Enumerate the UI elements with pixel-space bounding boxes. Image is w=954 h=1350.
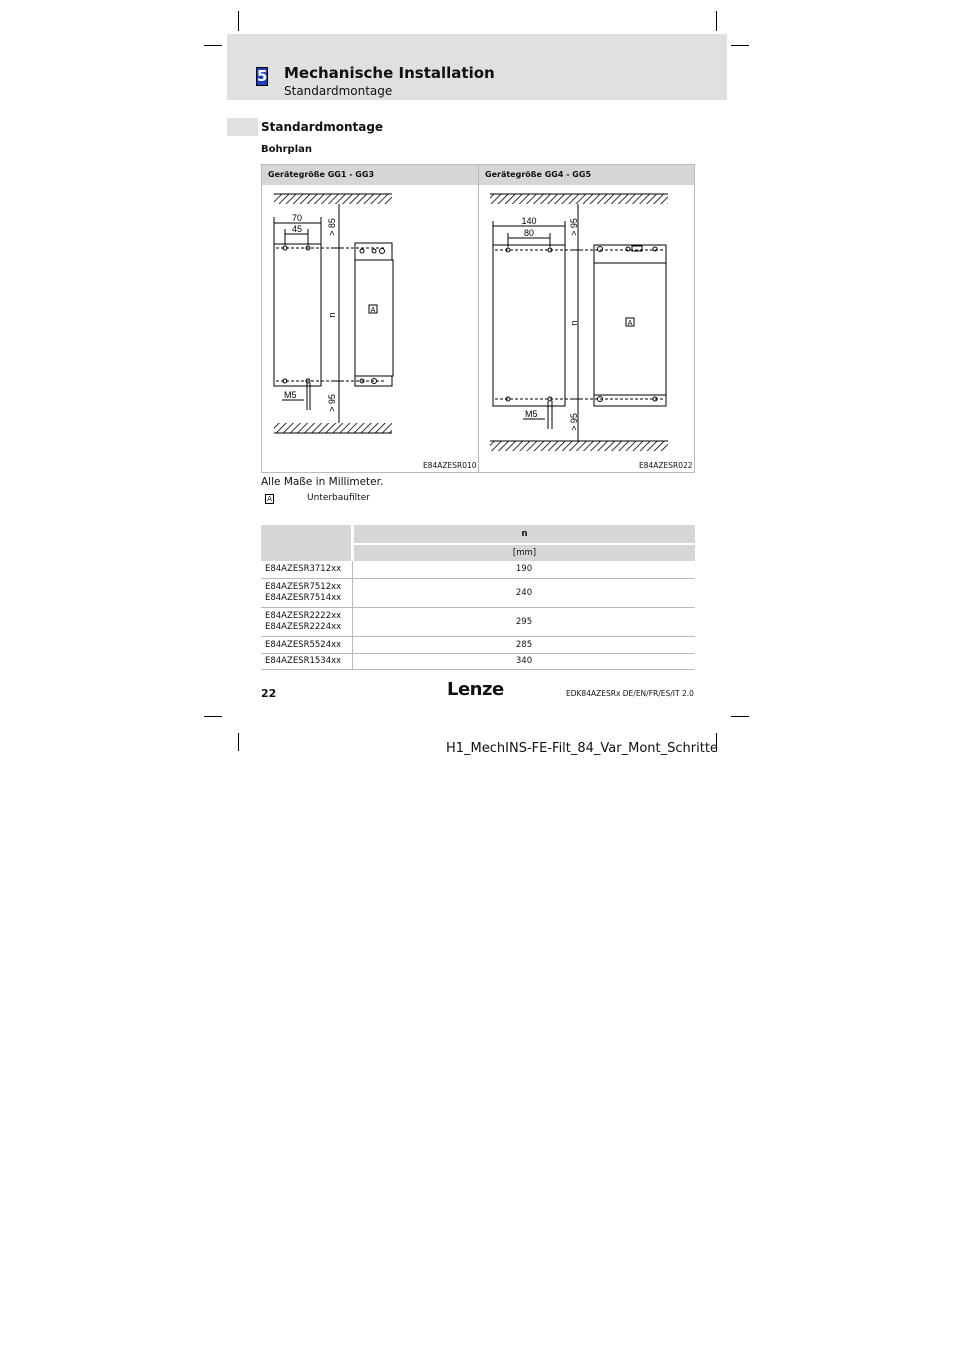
row-value: 190 [515,564,533,575]
row-value: 340 [515,656,533,666]
row-model: E84AZESR1534xx [261,653,353,669]
table-row [261,636,695,653]
table-row [261,607,695,636]
dim-m5: M5 [284,390,297,400]
dimension-table [261,525,695,670]
row-model: E84AZESR5524xx [261,636,353,653]
crop-mark [204,45,222,46]
dim-top-gap: > 85 [327,218,337,236]
drawing-gg4-gg5 [490,194,668,451]
dim-80: 80 [523,228,535,238]
dim-bottom-gap: > 95 [569,413,579,431]
legend-text: Unterbaufilter [307,493,370,503]
document-id: EDK84AZESRx DE/EN/FR/ES/IT 2.0 [566,689,694,698]
dim-70: 70 [291,213,303,223]
crop-mark [716,11,717,31]
table-corner [261,525,353,561]
crop-mark [731,45,749,46]
model-line: E84AZESR7512xx [265,581,342,592]
file-name: H1_MechINS-FE-Filt_84_Var_Mont_Schritte [446,741,718,756]
subsection-title: Bohrplan [261,144,312,155]
filter-marker-a: A [627,320,633,327]
row-model [261,607,353,636]
model-line: E84AZESR2224xx [265,621,342,632]
crop-mark [238,733,239,751]
chapter-number: 5 [257,67,268,85]
dim-n: n [569,320,579,326]
lenze-logo: Lenze [447,679,504,700]
dim-140: 140 [521,216,537,226]
col-header-n: n [353,525,696,544]
figure-code-right: E84AZESR022 [639,461,693,470]
row-model [261,578,353,607]
drilling-plan-drawing [262,185,694,472]
row-value: 240 [515,587,533,598]
units-note: Alle Maße in Millimeter. [261,476,384,488]
row-value: 285 [515,639,533,650]
drilling-plan-figure [261,164,695,473]
figure-heading-right: Gerätegröße GG4 - GG5 [479,165,694,185]
table-row [261,578,695,607]
drawing-gg1-gg3 [274,194,393,433]
model-line: E84AZESR7514xx [265,592,342,603]
table-row [261,561,695,578]
dim-n: n [327,312,337,318]
dim-top-gap: > 95 [569,218,579,236]
row-model: E84AZESR3712xx [261,561,353,578]
section-marker [227,118,258,136]
dim-m5: M5 [525,409,538,419]
dim-bottom-gap: > 95 [327,394,337,412]
legend-key: A [265,494,274,504]
model-line: E84AZESR2222xx [265,610,342,621]
crop-mark [204,716,222,717]
dim-45: 45 [291,224,303,234]
table-row [261,653,695,669]
chapter-title: Mechanische Installation [284,64,495,82]
filter-marker-a: A [370,307,376,314]
crop-mark [238,11,239,31]
page-number: 22 [261,687,277,700]
figure-code-left: E84AZESR010 [423,461,477,470]
chapter-subtitle: Standardmontage [284,84,393,98]
figure-heading-left: Gerätegröße GG1 - GG3 [262,165,478,185]
section-title: Standardmontage [261,120,384,134]
crop-mark [731,716,749,717]
row-value: 295 [515,616,533,627]
col-unit: [mm] [353,544,696,561]
